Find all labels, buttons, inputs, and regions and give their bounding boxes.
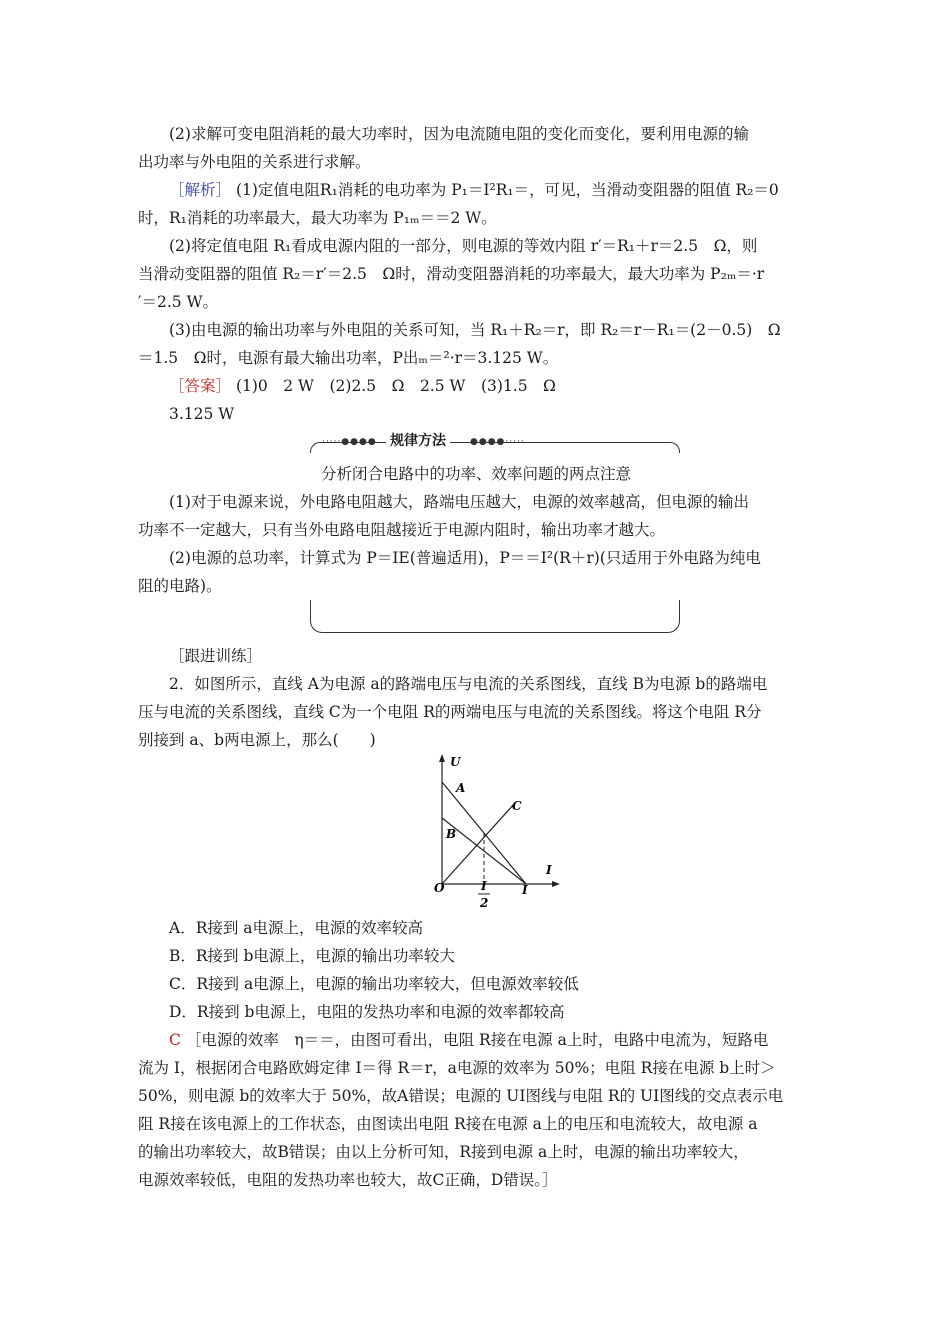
option-c: C．R接到 a电源上，电源的输出功率较大，但电源效率较低 [169, 975, 579, 993]
method-box-title: 分析闭合电路中的功率、效率问题的两点注意 [320, 465, 631, 483]
tick-half-numerator: I [481, 879, 487, 893]
line-b-label: B [446, 827, 457, 841]
answer-tag: ［答案］ [169, 377, 232, 395]
explanation-line-4: 阻 R接在该电源上的工作状态，由图读出电阻 R接在电源 a上的电压和电流较大，故电源 a [138, 1115, 758, 1133]
axis-u-label: U [450, 755, 461, 769]
origin-label: O [434, 881, 445, 895]
explanation-line-3: 50%，则电源 b的效率大于 50%，故A错误；电源的 UI图线与电阻 R的 UI图线的交点表示电 [138, 1087, 784, 1105]
method-box-bottom [310, 600, 680, 633]
answer-line-2: 3.125 W [169, 405, 235, 423]
explanation-line-5: 的输出功率较大，故B错误；由以上分析可知，R接到电源 a上时，电源的输出功率较大， [138, 1143, 749, 1161]
u-axis-arrow [439, 754, 445, 762]
method-dots-right: ●●●●····· [470, 437, 525, 447]
solution-p1-b: R₁消耗的电功率为 P₁＝I²R₁＝，可见，当滑动变阻器的阻值 R₂＝0 [319, 181, 779, 199]
i-axis-arrow [552, 881, 560, 887]
practice-tag: ［跟进训练］ [169, 647, 263, 665]
question-line-3: 别接到 a、b两电源上，那么( ) [138, 731, 376, 749]
question-line-1: 2．如图所示，直线 A为电源 a的路端电压与电流的关系图线，直线 B为电源 b的路端电 [169, 675, 768, 693]
answer-text: (1)0 2 W (2)2.5 Ω 2.5 W (3)1.5 Ω [235, 377, 556, 395]
explanation-text-1: ［电源的效率 η＝＝，由图可看出，电阻 R接在电源 a上时，电路中电流为，短路电 [185, 1031, 769, 1049]
method-line-2: 功率不一定越大，只有当外电路电阻越接近于电源内阻时，输出功率才越大。 [138, 521, 666, 539]
method-box-label: 规律方法 [386, 430, 450, 450]
explanation-line-6: 电源效率较低，电阻的发热功率也较大，故C正确，D错误。］ [138, 1171, 558, 1189]
method-dots-left: ·····●●●● [322, 437, 377, 447]
solution-tag: ［解析］ [169, 181, 232, 199]
solution-line-4: 当滑动变阻器的阻值 R₂＝r′＝2.5 Ω时，滑动变阻器消耗的功率最大，最大功率为 P₂ₘ＝·r [138, 265, 765, 283]
solution-line-6: (3)由电源的输出功率与外电阻的关系可知，当 R₁＋R₂＝r，即 R₂＝r－R₁＝(2－0.5) Ω [169, 321, 781, 339]
line-a-label: A [456, 781, 466, 795]
ui-graph-figure [420, 752, 570, 912]
tick-i-label: I [522, 883, 528, 897]
hint-line-2: 出功率与外电阻的关系进行求解。 [138, 153, 371, 171]
solution-p1-a: (1)定值电阻 [235, 181, 320, 199]
explanation-line-2: 流为 I，根据闭合电路欧姆定律 I＝得 R＝r，a电源的效率为 50%；电阻 R接在电源 b上时＞ [138, 1059, 776, 1077]
axis-i-label: I [546, 863, 552, 877]
answer-line-1 [138, 372, 845, 400]
explanation-line-1 [138, 1026, 845, 1054]
line-c-label: C [512, 799, 522, 813]
option-b: B．R接到 b电源上，电源的输出功率较大 [169, 947, 455, 965]
method-line-4: 阻的电路)。 [138, 577, 222, 595]
solution-line-5: ′＝2.5 W。 [138, 293, 219, 311]
line-c [442, 804, 514, 884]
method-line-3: (2)电源的总功率，计算式为 P＝IE(普遍适用)，P＝＝I²(R＋r)(只适用于外电路为纯电 [169, 549, 761, 567]
answer-letter: C [169, 1031, 181, 1049]
option-a: A．R接到 a电源上，电源的效率较高 [169, 919, 424, 937]
solution-line-3: (2)将定值电阻 R₁看成电源内阻的一部分，则电源的等效内阻 r′＝R₁＋r＝2.5 Ω，则 [169, 237, 758, 255]
hint-line-1: (2)求解可变电阻消耗的最大功率时，因为电流随电阻的变化而变化，要利用电源的输 [169, 125, 749, 143]
method-line-1: (1)对于电源来说，外电路电阻越大，路端电压越大，电源的效率越高，但电源的输出 [169, 493, 749, 511]
question-line-2: 压与电流的关系图线，直线 C为一个电阻 R的两端电压与电流的关系图线。将这个电阻 R分 [138, 703, 762, 721]
solution-line-1 [138, 176, 845, 204]
solution-line-2: 时，R₁消耗的功率最大，最大功率为 P₁ₘ＝＝2 W。 [138, 209, 497, 227]
solution-line-7: ＝1.5 Ω时，电源有最大输出功率，P出ₘ＝²·r＝3.125 W。 [138, 349, 559, 367]
option-d: D．R接到 b电源上，电阻的发热功率和电源的效率都较高 [169, 1003, 565, 1021]
tick-half-denominator: 2 [480, 896, 489, 910]
